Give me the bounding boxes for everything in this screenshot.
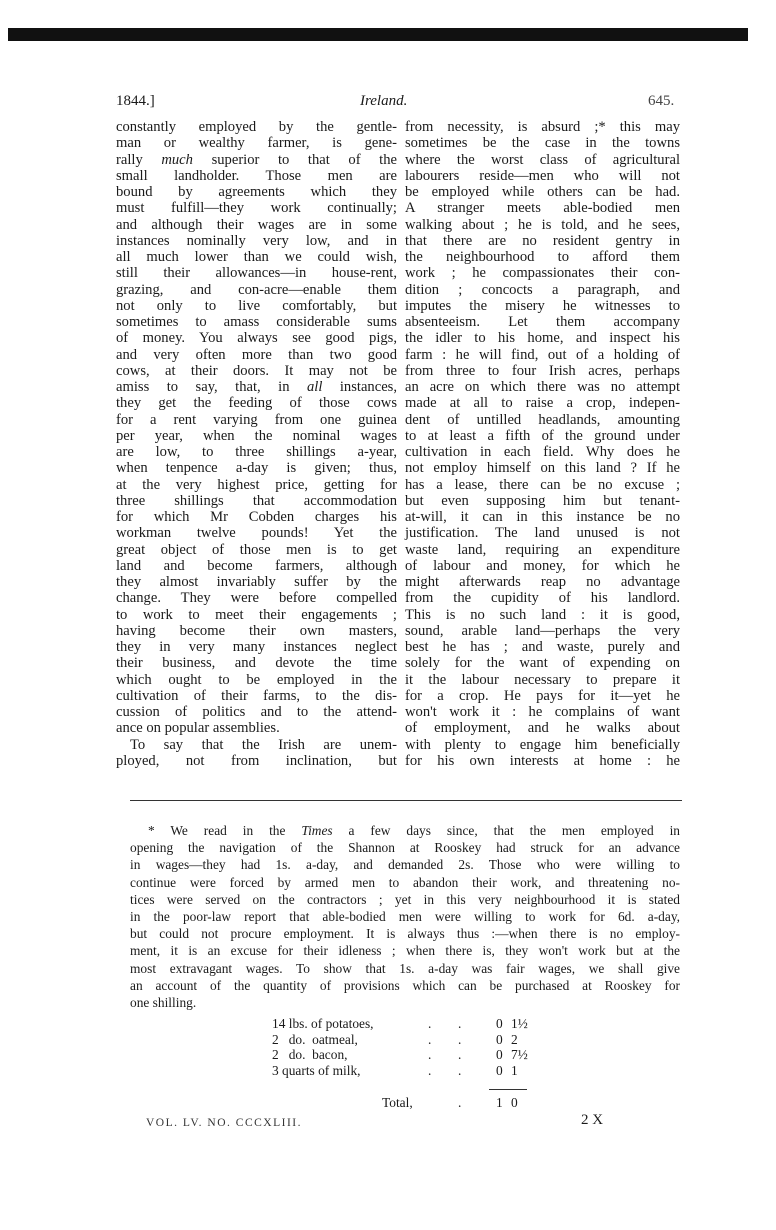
text-segment: * We read in the xyxy=(148,823,302,838)
text-segment: land and become farmers, although xyxy=(116,557,397,574)
text-segment: for which Mr Cobden charges his xyxy=(116,509,397,525)
text-segment: change. They were before compelled xyxy=(116,590,397,607)
text-line xyxy=(405,493,680,509)
leader-dot: . xyxy=(458,1016,462,1031)
table-row xyxy=(0,1063,776,1079)
text-segment: best he has ; and waste, purely and xyxy=(405,639,680,655)
text-line xyxy=(116,542,397,558)
text-line xyxy=(116,477,397,493)
italic-text: Times xyxy=(301,823,333,838)
shillings-value: 0 xyxy=(496,1016,503,1031)
shillings-value: 0 xyxy=(496,1031,503,1047)
total-label: Total, xyxy=(382,1095,413,1110)
leader-dot: . xyxy=(428,1031,432,1047)
running-head-title: Ireland. xyxy=(360,93,408,109)
text-segment: be employed while others can be had. xyxy=(405,184,680,200)
text-segment: the neighbourhood to afford them xyxy=(405,249,680,265)
text-line xyxy=(116,460,397,476)
text-segment: ployed, not from inclination, but xyxy=(116,752,397,769)
text-segment: in the poor-law report that able-bodied men were willing to work for 6d. a-day, xyxy=(130,908,680,924)
text-segment: justification. The land unused is not xyxy=(405,525,680,542)
text-segment: constantly employed by the gentle- xyxy=(116,119,397,135)
text-segment: an account of the quantity of provisions which can be purchased at Rooskey for xyxy=(130,977,680,993)
text-segment: from the cupidity of his landlord. xyxy=(405,590,680,607)
text-line xyxy=(116,428,397,444)
text-line xyxy=(116,639,397,655)
text-segment: that there are no resident gentry in xyxy=(405,232,680,249)
text-segment: won't work it : he complains of want xyxy=(405,704,680,720)
text-line xyxy=(116,737,397,753)
text-line xyxy=(405,574,680,590)
text-line xyxy=(130,891,680,908)
text-line xyxy=(405,249,680,265)
text-segment: dent of untilled headlands, amounting xyxy=(405,411,680,428)
text-segment: where the worst class of agricultural xyxy=(405,151,680,168)
text-segment: they get the feeding of those cows xyxy=(116,395,397,412)
text-line xyxy=(405,623,680,639)
text-line xyxy=(116,282,397,298)
text-segment: might afterwards reap no advantage xyxy=(405,574,680,590)
running-head-year: 1844.] xyxy=(116,93,155,109)
table-row xyxy=(0,1016,776,1032)
page-top-border xyxy=(8,28,748,41)
text-line xyxy=(116,152,397,168)
text-segment: absenteeism. Let them accompany xyxy=(405,314,680,330)
text-line xyxy=(116,574,397,590)
text-line xyxy=(130,856,680,873)
text-line xyxy=(116,119,397,135)
text-line xyxy=(116,525,397,541)
text-segment: one shilling. xyxy=(130,994,197,1010)
text-segment: they almost invariably suffer by the xyxy=(116,574,397,590)
text-segment: opening the navigation of the Shannon at Rooskey had struck for an advance xyxy=(130,840,680,856)
text-line xyxy=(405,688,680,704)
text-segment: most extravagant wages. To show that 1s. a-day was fair wages, we shall give xyxy=(130,960,680,976)
item-label: 14 lbs. of potatoes, xyxy=(272,1016,374,1031)
text-segment: has a lease, there can be no excuse ; xyxy=(405,476,680,493)
text-segment: instances, xyxy=(322,379,398,395)
text-line xyxy=(405,753,680,769)
text-segment: for his own interests at home : he xyxy=(405,752,680,769)
text-segment: having become their own masters, xyxy=(116,622,397,639)
text-segment: man or wealthy farmer, is gene- xyxy=(116,135,397,152)
leader-dot: . xyxy=(428,1047,432,1063)
text-line xyxy=(116,607,397,623)
text-line xyxy=(405,135,680,151)
text-line xyxy=(130,874,680,891)
text-line xyxy=(116,200,397,216)
text-segment: superior to that of the xyxy=(192,151,397,168)
volume-signature-line: VOL. LV. NO. CCCXLIII. xyxy=(146,1117,302,1129)
right-text-column xyxy=(405,119,680,769)
text-line xyxy=(405,412,680,428)
text-line xyxy=(405,233,680,249)
total-pence: 0 xyxy=(511,1095,518,1110)
text-segment: three shillings that accommodation xyxy=(116,492,397,509)
item-label: 2 do. bacon, xyxy=(272,1047,348,1063)
text-line xyxy=(116,217,397,233)
leader-dot: . xyxy=(428,1016,432,1031)
pence-value: 2 xyxy=(511,1031,518,1047)
text-segment: at-will, it can in this instance be no xyxy=(405,509,680,525)
text-line xyxy=(116,265,397,281)
text-segment: instances nominally very low, and in xyxy=(116,232,397,249)
text-line xyxy=(130,960,680,977)
text-line xyxy=(116,655,397,671)
item-label: 3 quarts of milk, xyxy=(272,1063,361,1079)
leader-dot: . xyxy=(458,1031,462,1047)
text-line xyxy=(116,753,397,769)
text-line xyxy=(116,347,397,363)
text-segment: cussion of politics and to the attend- xyxy=(116,704,397,720)
text-line xyxy=(116,233,397,249)
text-segment: ment, it is an excuse for their idleness ; when there is, they won't work but at the xyxy=(130,943,680,959)
text-line xyxy=(116,493,397,509)
text-segment: a few days since, that the men employed in xyxy=(332,823,680,838)
text-segment: for a crop. He pays for it—yet he xyxy=(405,687,680,704)
text-segment: from three to four Irish acres, perhaps xyxy=(405,362,680,379)
total-rule xyxy=(489,1089,527,1090)
italic-text: all xyxy=(306,379,323,395)
shillings-value: 0 xyxy=(496,1047,503,1063)
text-line xyxy=(130,977,680,994)
text-line xyxy=(405,298,680,314)
text-segment: with plenty to engage him beneficially xyxy=(405,736,680,753)
text-line xyxy=(116,249,397,265)
text-segment: when tenpence a-day is given; thus, xyxy=(116,460,397,477)
leader-dot: . xyxy=(458,1063,462,1079)
text-segment: still their allowances—in house-rent, xyxy=(116,265,397,282)
text-line xyxy=(116,135,397,151)
text-segment: This is no such land : it is good, xyxy=(405,606,680,623)
text-segment: sometimes be the case in the towns xyxy=(405,135,680,152)
text-segment: from necessity, is absurd ;* this may xyxy=(405,119,680,135)
text-segment: per year, when the nominal wages xyxy=(116,427,397,444)
printer-signature-mark: 2 X xyxy=(581,1112,604,1128)
text-segment: at the very highest price, getting for xyxy=(116,476,397,493)
total-shillings: 1 xyxy=(496,1095,503,1110)
text-line xyxy=(130,908,680,925)
pence-value: 1½ xyxy=(511,1016,528,1031)
text-segment: rally xyxy=(116,151,162,168)
text-segment: great object of those men is to get xyxy=(116,541,397,558)
text-line xyxy=(405,542,680,558)
text-segment: grazing, and con-acre—enable them xyxy=(116,281,397,298)
text-line xyxy=(130,942,680,959)
text-line xyxy=(405,525,680,541)
left-text-column xyxy=(116,119,397,769)
page-number: 645. xyxy=(648,93,675,109)
text-line xyxy=(116,412,397,428)
text-segment: farm : he will find, out of a holding of xyxy=(405,346,680,363)
text-line xyxy=(405,737,680,753)
shillings-value: 0 xyxy=(496,1063,503,1079)
footnote-divider xyxy=(130,800,682,801)
text-segment: of labour and money, for which he xyxy=(405,557,680,574)
item-label: 2 do. oatmeal, xyxy=(272,1031,358,1047)
text-line xyxy=(405,395,680,411)
footnote xyxy=(130,822,680,1011)
text-line xyxy=(405,168,680,184)
italic-text: much xyxy=(161,151,193,168)
text-segment: and although their wages are in some xyxy=(116,216,397,233)
text-line xyxy=(405,672,680,688)
text-segment: their business, and devote the time xyxy=(116,655,397,672)
text-segment: all much lower than we could wish, xyxy=(116,249,397,265)
text-segment: of employment, and he walks about xyxy=(405,720,680,737)
text-line xyxy=(116,363,397,379)
text-segment: to work to meet their engagements ; xyxy=(116,606,397,623)
text-line xyxy=(405,119,680,135)
text-segment: and very often more than two good xyxy=(116,346,397,363)
text-line xyxy=(116,314,397,330)
text-line xyxy=(116,688,397,704)
text-segment: imputes the misery he witnesses to xyxy=(405,297,680,314)
text-line xyxy=(405,265,680,281)
text-line xyxy=(405,379,680,395)
text-line xyxy=(405,363,680,379)
text-segment: walking about ; he is told, and he sees, xyxy=(405,216,680,233)
text-line xyxy=(116,330,397,346)
text-line xyxy=(405,655,680,671)
text-line xyxy=(405,720,680,736)
text-line xyxy=(405,314,680,330)
text-line xyxy=(116,704,397,720)
text-segment: it the labour necessary to prepare it xyxy=(405,671,680,688)
text-segment: cultivation of their farms, to the dis- xyxy=(116,687,397,704)
text-line xyxy=(130,994,680,1011)
pence-value: 1 xyxy=(511,1063,518,1079)
text-segment: but could not procure employment. It is always thus :—when there is no employ- xyxy=(130,926,680,942)
text-line xyxy=(116,444,397,460)
text-segment: work ; he compassionates their con- xyxy=(405,265,680,282)
pence-value: 7½ xyxy=(511,1047,528,1063)
text-segment: they in very many instances neglect xyxy=(116,639,397,655)
text-line xyxy=(405,282,680,298)
text-segment: not employ himself on this land ? If he xyxy=(405,460,680,477)
table-row xyxy=(0,1047,776,1063)
text-line xyxy=(116,672,397,688)
text-segment: are low, to three shillings a-year, xyxy=(116,444,397,460)
text-line xyxy=(116,720,397,736)
text-segment: the idler to his home, and inspect his xyxy=(405,330,680,347)
text-line xyxy=(116,379,397,395)
text-segment: in wages—they had 1s. a-day, and demanded 2s. Those who were willing to xyxy=(130,857,680,873)
text-segment: workman twelve pounds! Yet the xyxy=(116,525,397,542)
text-line xyxy=(405,509,680,525)
text-line xyxy=(116,168,397,184)
text-segment: amiss to say, that, in xyxy=(116,379,307,395)
text-segment: bound by agreements which they xyxy=(116,184,397,200)
text-line xyxy=(116,558,397,574)
text-line xyxy=(405,152,680,168)
text-line xyxy=(405,477,680,493)
text-line xyxy=(116,395,397,411)
leader-dot: . xyxy=(428,1063,432,1079)
text-line xyxy=(405,200,680,216)
text-segment: continue were forced by armed men to abandon their work, and threatening no- xyxy=(130,874,680,890)
total-row xyxy=(0,1095,776,1111)
text-segment: cultivation in each field. Why does he xyxy=(405,444,680,460)
text-line xyxy=(405,607,680,623)
text-line xyxy=(405,184,680,200)
text-line xyxy=(405,347,680,363)
text-segment: for a rent varying from one guinea xyxy=(116,411,397,428)
table-row xyxy=(0,1032,776,1048)
text-segment: cows, at their doors. It may not be xyxy=(116,362,397,379)
text-segment: of money. You always see good pigs, xyxy=(116,330,397,347)
text-line xyxy=(116,184,397,200)
text-line xyxy=(116,590,397,606)
leader-dot: . xyxy=(458,1047,462,1063)
text-line xyxy=(116,509,397,525)
text-line xyxy=(405,460,680,476)
text-segment: sound, arable land—perhaps the very xyxy=(405,622,680,639)
text-segment: A stranger meets able-bodied men xyxy=(405,200,680,217)
text-segment: tices were served on the contractors ; yet in this very neighbourhood it is stated xyxy=(130,891,680,907)
text-line xyxy=(130,839,680,856)
text-line xyxy=(116,623,397,639)
text-segment: labourers reside—men who will not xyxy=(405,167,680,184)
text-segment: which ought to be employed in the xyxy=(116,671,397,688)
text-segment: small landholder. Those men are xyxy=(116,167,397,184)
text-line xyxy=(405,639,680,655)
text-line xyxy=(405,558,680,574)
text-line xyxy=(130,925,680,942)
text-segment: not only to live comfortably, but xyxy=(116,297,397,314)
text-segment: sometimes to amass considerable sums xyxy=(116,314,397,330)
leader-dot: . xyxy=(458,1095,462,1110)
text-line xyxy=(130,822,680,839)
text-segment: to at least a fifth of the ground under xyxy=(405,427,680,444)
text-line xyxy=(405,704,680,720)
text-segment: must fulfill—they work continually; xyxy=(116,200,397,217)
text-segment: made at all to raise a crop, indepen- xyxy=(405,395,680,412)
text-segment: but even supposing him but tenant- xyxy=(405,492,680,509)
text-segment: dition ; concocts a paragraph, and xyxy=(405,281,680,298)
text-line xyxy=(116,298,397,314)
text-segment: solely for the want of expending on xyxy=(405,655,680,672)
text-segment: To say that the Irish are unem- xyxy=(130,736,397,753)
text-line xyxy=(405,330,680,346)
text-line xyxy=(405,590,680,606)
text-segment: waste land, requiring an expenditure xyxy=(405,541,680,558)
text-line xyxy=(405,428,680,444)
text-segment: an acre on which there was no attempt xyxy=(405,379,680,395)
text-line xyxy=(405,217,680,233)
text-line xyxy=(405,444,680,460)
text-segment: ance on popular assemblies. xyxy=(116,720,280,737)
